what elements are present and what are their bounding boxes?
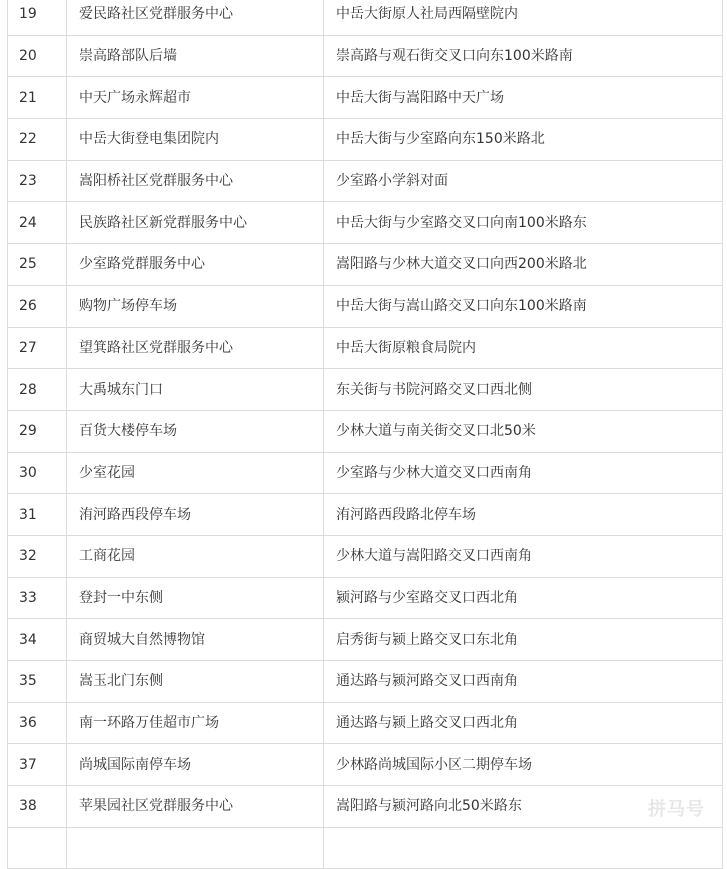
location-name-cell: 中天广场永辉超市	[67, 77, 324, 119]
location-address-cell: 启秀街与颍上路交叉口东北角	[324, 619, 723, 661]
location-name-cell: 购物广场停车场	[67, 285, 324, 327]
location-name-cell: 少室路党群服务中心	[67, 244, 324, 286]
table-row	[8, 410, 723, 452]
location-address-cell: 中岳大街与少室路向东150米路北	[324, 119, 723, 161]
location-address-cell: 中岳大街与嵩山路交叉口向东100米路南	[324, 285, 723, 327]
location-name-cell: 百货大楼停车场	[67, 410, 324, 452]
table-body	[8, 0, 723, 869]
location-address-cell: 嵩阳路与颍河路向北50米路东	[324, 786, 723, 828]
row-number-cell: 19	[8, 0, 67, 35]
table-row	[8, 661, 723, 703]
location-address-cell: 颍河路与少室路交叉口西北角	[324, 577, 723, 619]
table-row	[8, 160, 723, 202]
row-number-cell: 26	[8, 285, 67, 327]
location-name-cell: 登封一中东侧	[67, 577, 324, 619]
row-number-cell: 27	[8, 327, 67, 369]
location-address-cell: 少林大道与南关街交叉口北50米	[324, 410, 723, 452]
table-row	[8, 619, 723, 661]
row-number-cell: 28	[8, 369, 67, 411]
location-name-cell: 洧河路西段停车场	[67, 494, 324, 536]
location-address-cell: 洧河路西段路北停车场	[324, 494, 723, 536]
row-number-cell: 22	[8, 119, 67, 161]
row-number-cell: 20	[8, 35, 67, 77]
location-name-cell: 民族路社区新党群服务中心	[67, 202, 324, 244]
location-name-cell: 嵩阳桥社区党群服务中心	[67, 160, 324, 202]
location-address-cell: 通达路与颍河路交叉口西南角	[324, 661, 723, 703]
row-number-cell: 31	[8, 494, 67, 536]
row-number-cell: 21	[8, 77, 67, 119]
location-address-cell: 东关街与书院河路交叉口西北侧	[324, 369, 723, 411]
row-number-cell: 36	[8, 702, 67, 744]
location-name-cell: 崇高路部队后墙	[67, 35, 324, 77]
location-name-cell	[67, 827, 324, 869]
table-row	[8, 535, 723, 577]
location-name-cell: 尚城国际南停车场	[67, 744, 324, 786]
location-address-cell: 少室路小学斜对面	[324, 160, 723, 202]
location-name-cell: 工商花园	[67, 535, 324, 577]
table-row	[8, 285, 723, 327]
location-name-cell: 商贸城大自然博物馆	[67, 619, 324, 661]
location-name-cell: 中岳大街登电集团院内	[67, 119, 324, 161]
table-row	[8, 452, 723, 494]
row-number-cell: 25	[8, 244, 67, 286]
location-address-cell	[324, 827, 723, 869]
table-row	[8, 327, 723, 369]
location-address-cell: 崇高路与观石街交叉口向东100米路南	[324, 35, 723, 77]
location-address-cell: 通达路与颍上路交叉口西北角	[324, 702, 723, 744]
location-name-cell: 苹果园社区党群服务中心	[67, 786, 324, 828]
row-number-cell: 33	[8, 577, 67, 619]
location-address-cell: 中岳大街与嵩阳路中天广场	[324, 77, 723, 119]
location-name-cell: 望箕路社区党群服务中心	[67, 327, 324, 369]
table-row	[8, 702, 723, 744]
location-name-cell: 大禹城东门口	[67, 369, 324, 411]
table-row	[8, 827, 723, 869]
row-number-cell: 23	[8, 160, 67, 202]
table-row	[8, 77, 723, 119]
table-row	[8, 494, 723, 536]
location-table	[7, 0, 723, 869]
watermark-logo: 拼马号	[648, 799, 705, 820]
row-number-cell: 38	[8, 786, 67, 828]
table-row	[8, 35, 723, 77]
table-row	[8, 786, 723, 828]
table-row	[8, 744, 723, 786]
location-table-container	[7, 0, 723, 869]
location-name-cell: 爱民路社区党群服务中心	[67, 0, 324, 35]
table-row	[8, 202, 723, 244]
row-number-cell: 32	[8, 535, 67, 577]
location-name-cell: 嵩玉北门东侧	[67, 661, 324, 703]
location-address-cell: 嵩阳路与少林大道交叉口向西200米路北	[324, 244, 723, 286]
table-row	[8, 577, 723, 619]
row-number-cell: 35	[8, 661, 67, 703]
location-address-cell: 中岳大街原人社局西隔壁院内	[324, 0, 723, 35]
location-name-cell: 南一环路万佳超市广场	[67, 702, 324, 744]
row-number-cell: 30	[8, 452, 67, 494]
location-address-cell: 中岳大街与少室路交叉口向南100米路东	[324, 202, 723, 244]
row-number-cell: 24	[8, 202, 67, 244]
location-address-cell: 少林路尚城国际小区二期停车场	[324, 744, 723, 786]
row-number-cell	[8, 827, 67, 869]
row-number-cell: 34	[8, 619, 67, 661]
location-address-cell: 少林大道与嵩阳路交叉口西南角	[324, 535, 723, 577]
table-row	[8, 119, 723, 161]
location-address-cell: 中岳大街原粮食局院内	[324, 327, 723, 369]
location-name-cell: 少室花园	[67, 452, 324, 494]
table-row	[8, 244, 723, 286]
table-row	[8, 369, 723, 411]
table-row	[8, 0, 723, 35]
location-address-cell: 少室路与少林大道交叉口西南角	[324, 452, 723, 494]
row-number-cell: 37	[8, 744, 67, 786]
row-number-cell: 29	[8, 410, 67, 452]
